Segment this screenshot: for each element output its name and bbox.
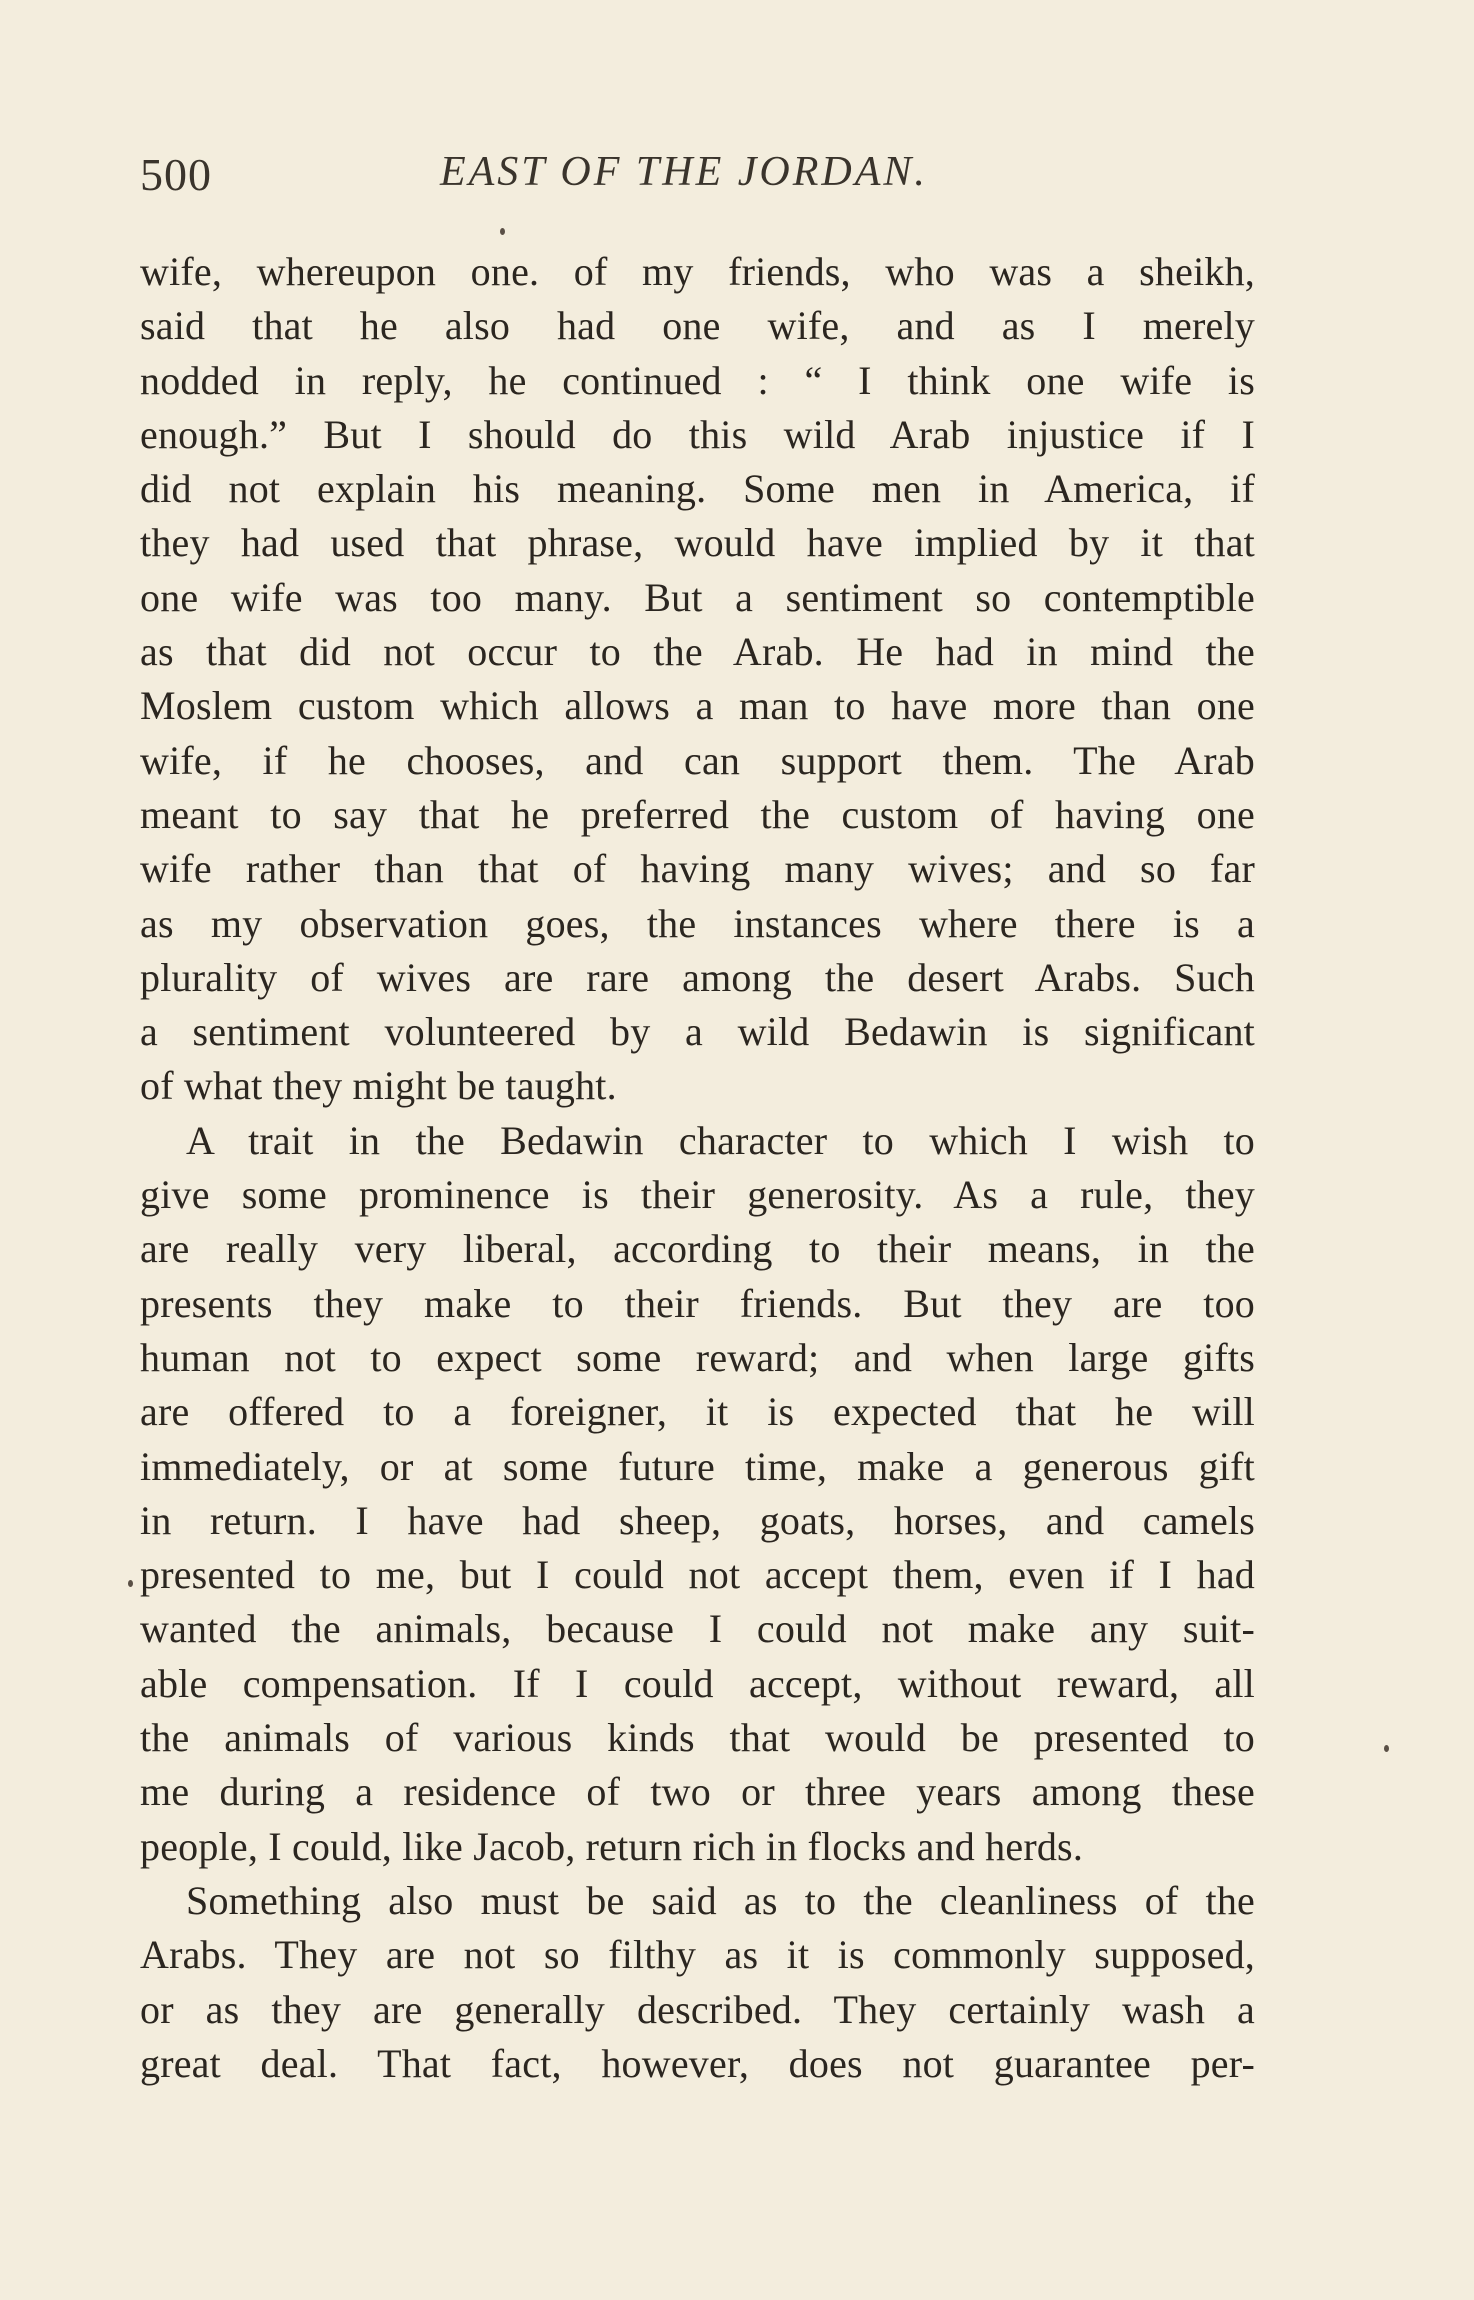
text-line: presented to me, but I could not accept them, even if I had <box>140 1552 1255 1598</box>
ink-speck <box>500 228 505 235</box>
text-line: are really very liberal, according to their means, in the <box>140 1226 1255 1272</box>
page-header <box>140 148 1255 208</box>
text-line: as my observation goes, the instances where there is a <box>140 900 1255 946</box>
text-line: meant to say that he preferred the custom of having one <box>140 791 1255 837</box>
text-line: wife, whereupon one. of my friends, who was a sheikh, <box>140 249 1255 294</box>
text-line: said that he also had one wife, and as I merely <box>140 303 1255 349</box>
text-line: me during a residence of two or three years among these <box>140 1769 1255 1815</box>
text-line: great deal. That fact, however, does not guarantee per- <box>140 2040 1255 2086</box>
paragraph-1 <box>140 245 1255 1114</box>
text-line: of what they might be taught. <box>140 1063 617 1109</box>
ink-speck <box>128 1580 133 1587</box>
text-line: Arabs. They are not so filthy as it is commonly supposed, <box>140 1932 1255 1978</box>
text-line: the animals of various kinds that would be presented to <box>140 1715 1255 1761</box>
text-line: wife, if he chooses, and can support them. The Arab <box>140 737 1255 783</box>
text-line: as that did not occur to the Arab. He had in mind the <box>140 629 1255 675</box>
text-line: or as they are generally described. They certainly wash a <box>140 1986 1255 2032</box>
page-number: 500 <box>140 149 212 200</box>
text-line: able compensation. If I could accept, without reward, all <box>140 1660 1255 1706</box>
text-line: give some prominence is their generosity. As a rule, they <box>140 1172 1255 1218</box>
text-line: Something also must be said as to the cleanliness of the <box>186 1877 1255 1923</box>
text-line: presents they make to their friends. But they are too <box>140 1280 1255 1326</box>
text-line: plurality of wives are rare among the desert Arabs. Such <box>140 954 1255 1000</box>
running-title: EAST OF THE JORDAN. <box>440 149 928 195</box>
text-line: A trait in the Bedawin character to which I wish to <box>186 1117 1255 1163</box>
text-line: did not explain his meaning. Some men in America, if <box>140 466 1255 512</box>
text-line: enough.” But I should do this wild Arab injustice if I <box>140 411 1255 457</box>
text-line: one wife was too many. But a sentiment so contemptible <box>140 574 1255 620</box>
text-line: people, I could, like Jacob, return rich in flocks and herds. <box>140 1823 1084 1869</box>
text-line: nodded in reply, he continued : “ I think one wife is <box>140 357 1255 403</box>
text-line: immediately, or at some future time, make a generous gift <box>140 1443 1255 1489</box>
text-line: human not to expect some reward; and when large gifts <box>140 1334 1255 1380</box>
body-text <box>140 245 1255 2091</box>
text-line: a sentiment volunteered by a wild Bedawin is significant <box>140 1009 1255 1055</box>
text-line: wanted the animals, because I could not make any suit- <box>140 1606 1255 1652</box>
ink-speck <box>1384 1745 1389 1752</box>
text-line: they had used that phrase, would have implied by it that <box>140 520 1255 566</box>
paragraph-2 <box>140 1114 1255 1874</box>
text-line: wife rather than that of having many wives; and so far <box>140 846 1255 892</box>
text-line: in return. I have had sheep, goats, horses, and camels <box>140 1497 1255 1543</box>
paragraph-3 <box>140 1874 1255 2091</box>
text-line: Moslem custom which allows a man to have more than one <box>140 683 1255 729</box>
text-line: are offered to a foreigner, it is expected that he will <box>140 1389 1255 1435</box>
